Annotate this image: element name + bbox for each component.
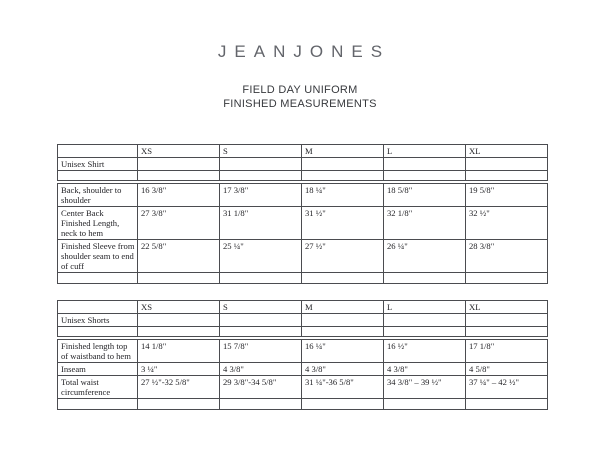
empty-cell	[220, 327, 302, 337]
measurement-cell: 14 1/8"	[138, 340, 220, 363]
measurement-cell: 4 3/8"	[220, 363, 302, 376]
empty-cell	[302, 399, 384, 410]
measurement-cell: 16 ¼"	[302, 340, 384, 363]
empty-cell	[466, 314, 548, 327]
spacer-row	[58, 399, 548, 410]
shorts-table-header-section	[57, 300, 548, 337]
measurement-cell: 27 ½"	[302, 240, 384, 273]
empty-cell	[384, 171, 466, 181]
empty-cell	[302, 327, 384, 337]
shirt-table-header-section	[57, 144, 548, 181]
measurement-cell: 17 1/8"	[466, 340, 548, 363]
empty-cell	[302, 314, 384, 327]
spacer-row	[58, 327, 548, 337]
section-label-row	[58, 158, 548, 171]
empty-cell	[220, 399, 302, 410]
measurement-cell: 27 ½"-32 5/8"	[138, 376, 220, 399]
empty-cell	[58, 327, 138, 337]
empty-cell	[466, 327, 548, 337]
table-row	[58, 207, 548, 240]
measurement-cell: 18 ¼"	[302, 184, 384, 207]
measurement-cell: 17 3/8"	[220, 184, 302, 207]
measurement-cell: 37 ¼" – 42 ½"	[466, 376, 548, 399]
measurement-cell: 32 1/8"	[384, 207, 466, 240]
brand-logo: JEANJONES	[217, 42, 391, 61]
measurement-cell: 34 3/8" – 39 ½"	[384, 376, 466, 399]
size-header-xl: XL	[466, 301, 548, 314]
section-label-row	[58, 314, 548, 327]
section-label-shirt: Unisex Shirt	[58, 158, 138, 171]
size-header-s: S	[220, 145, 302, 158]
empty-cell	[58, 171, 138, 181]
empty-cell	[138, 273, 220, 284]
title-line-1: FIELD DAY UNIFORM	[242, 84, 358, 96]
shorts-measurements-table	[57, 300, 547, 410]
empty-cell	[138, 327, 220, 337]
measurement-cell: 31 1/8"	[220, 207, 302, 240]
empty-cell	[466, 399, 548, 410]
measurement-cell: 32 ½"	[466, 207, 548, 240]
size-header-m: M	[302, 145, 384, 158]
measurement-cell: 26 ¼"	[384, 240, 466, 273]
empty-cell	[220, 158, 302, 171]
empty-cell	[138, 171, 220, 181]
measurement-cell: 16 ½"	[384, 340, 466, 363]
measurement-cell: 25 ¼"	[220, 240, 302, 273]
measurement-cell: 15 7/8"	[220, 340, 302, 363]
measurement-cell: 4 5/8"	[466, 363, 548, 376]
measurement-cell: 28 3/8"	[466, 240, 548, 273]
measurement-label: Center Back Finished Length, neck to hem	[58, 207, 138, 240]
measurement-cell: 18 5/8"	[384, 184, 466, 207]
empty-cell	[58, 301, 138, 314]
size-header-xl: XL	[466, 145, 548, 158]
measurement-cell: 22 5/8"	[138, 240, 220, 273]
shirt-table-data-section	[57, 183, 548, 284]
spacer-row	[58, 171, 548, 181]
empty-cell	[138, 399, 220, 410]
empty-cell	[384, 158, 466, 171]
empty-cell	[384, 327, 466, 337]
empty-cell	[302, 171, 384, 181]
measurement-cell: 4 3/8"	[384, 363, 466, 376]
table-row	[58, 240, 548, 273]
empty-cell	[466, 158, 548, 171]
measurement-label: Finished length top of waistband to hem	[58, 340, 138, 363]
empty-cell	[220, 314, 302, 327]
empty-cell	[384, 314, 466, 327]
table-row	[58, 184, 548, 207]
section-label-shorts: Unisex Shorts	[58, 314, 138, 327]
empty-cell	[384, 399, 466, 410]
table-row	[58, 376, 548, 399]
measurement-label: Inseam	[58, 363, 138, 376]
size-header-row	[58, 301, 548, 314]
size-header-s: S	[220, 301, 302, 314]
measurement-cell: 29 3/8"-34 5/8"	[220, 376, 302, 399]
size-header-l: L	[384, 145, 466, 158]
empty-cell	[302, 273, 384, 284]
measurement-label: Total waist circumference	[58, 376, 138, 399]
measurement-cell: 4 3/8"	[302, 363, 384, 376]
empty-cell	[466, 171, 548, 181]
shirt-measurements-table	[57, 144, 547, 284]
empty-cell	[138, 158, 220, 171]
empty-cell	[58, 145, 138, 158]
shorts-table-data-section	[57, 339, 548, 410]
measurement-cell: 31 ½"	[302, 207, 384, 240]
empty-cell	[58, 273, 138, 284]
measurement-label: Back, shoulder to shoulder	[58, 184, 138, 207]
size-header-xs: XS	[138, 301, 220, 314]
empty-cell	[58, 399, 138, 410]
document-title	[0, 83, 600, 111]
size-header-xs: XS	[138, 145, 220, 158]
size-header-l: L	[384, 301, 466, 314]
empty-cell	[302, 158, 384, 171]
size-header-m: M	[302, 301, 384, 314]
measurement-cell: 16 3/8"	[138, 184, 220, 207]
spacer-row	[58, 273, 548, 284]
measurement-cell: 31 ¼"-36 5/8"	[302, 376, 384, 399]
empty-cell	[466, 273, 548, 284]
empty-cell	[220, 171, 302, 181]
empty-cell	[384, 273, 466, 284]
empty-cell	[220, 273, 302, 284]
table-row	[58, 363, 548, 376]
empty-cell	[138, 314, 220, 327]
measurement-label: Finished Sleeve from shoulder seam to end of cuff	[58, 240, 138, 273]
measurement-cell: 3 ¼"	[138, 363, 220, 376]
size-header-row	[58, 145, 548, 158]
title-line-2: FINISHED MEASUREMENTS	[223, 98, 377, 110]
measurement-cell: 27 3/8"	[138, 207, 220, 240]
table-row	[58, 340, 548, 363]
measurement-cell: 19 5/8"	[466, 184, 548, 207]
